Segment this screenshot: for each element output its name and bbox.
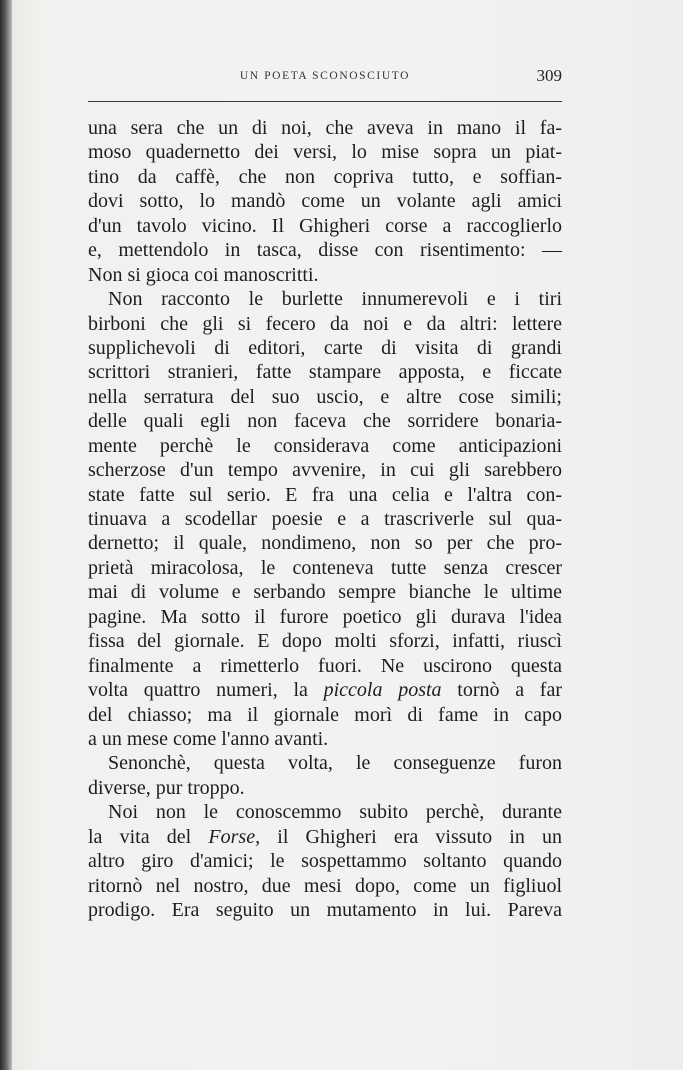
text-line: finalmente a rimetterlo fuori. Ne uscirono questa <box>88 654 562 677</box>
text-line: prodigo. Era seguito un mutamento in lui. Pareva <box>88 899 562 921</box>
text-segment: la vita del <box>88 825 209 848</box>
text-line: prietà miracolosa, le conteneva tutte senza crescer <box>88 556 562 579</box>
text-line: scherzose d'un tempo avvenire, in cui gli sarebbero <box>88 459 562 482</box>
text-line: nella serratura del suo uscio, e altre cose simili; <box>88 385 562 408</box>
text-line: mai di volume e serbando sempre bianche le ultime <box>88 581 562 604</box>
text-line: altro giro d'amici; le sospettammo soltanto quando <box>88 850 562 873</box>
italic-segment: piccola posta <box>323 679 442 702</box>
text-line: state fatte sul serio. E fra una celia e l'altra con- <box>88 483 562 506</box>
text-line: dernetto; il quale, nondimeno, non so per che pro- <box>88 532 562 555</box>
text-line: tino da caffè, che non copriva tutto, e soffian- <box>88 165 562 188</box>
text-line: diverse, pur troppo. <box>88 776 245 799</box>
text-line: del chiasso; ma il giornale morì di fame in capo <box>88 703 562 726</box>
text-segment: il Ghigheri era vissuto in un <box>260 825 563 848</box>
text-line: Non racconto le burlette innumerevoli e i tiri <box>108 288 562 311</box>
body-text <box>88 116 562 922</box>
text-line: una sera che un di noi, che aveva in mano il fa- <box>88 117 562 139</box>
running-title: UN POETA SCONOSCIUTO <box>239 70 411 82</box>
text-line: e, mettendolo in tasca, disse con risentimento: — <box>88 239 562 262</box>
text-line: fissa del giornale. E dopo molti sforzi, infatti, riuscì <box>88 630 562 653</box>
text-line: Non si gioca coi manoscritti. <box>88 263 319 286</box>
text-line: Senonchè, questa volta, le conseguenze furon <box>108 752 562 775</box>
text-line: supplichevoli di editori, carte di visita di grandi <box>88 336 562 359</box>
text-segment: volta quattro numeri, la <box>88 679 324 702</box>
text-line: delle quali egli non faceva che sorridere bonaria- <box>88 410 562 433</box>
text-line: tinuava a scodellar poesie e a trascriverle sul qua- <box>88 508 562 530</box>
text-line <box>88 825 562 849</box>
text-line: a un mese come l'anno avanti. <box>88 727 329 750</box>
text-line <box>88 678 562 702</box>
text-line: ritornò nel nostro, due mesi dopo, come un figliuol <box>88 874 562 897</box>
page-header <box>88 66 562 86</box>
text-line: scrittori stranieri, fatte stampare apposta, e ficcate <box>88 361 562 384</box>
header-rule <box>88 101 562 102</box>
text-line: d'un tavolo vicino. Il Ghigheri corse a raccoglierlo <box>88 214 562 237</box>
book-spine-shadow <box>0 0 12 1070</box>
text-segment: tornò a far <box>441 679 562 702</box>
italic-segment: Forse, <box>208 825 261 848</box>
text-line: mente perchè le considerava come anticipazioni <box>88 434 562 457</box>
text-line: pagine. Ma sotto il furore poetico gli durava l'idea <box>88 605 562 628</box>
text-line: moso quadernetto dei versi, lo mise sopra un piat- <box>88 141 562 164</box>
page-number: 309 <box>536 66 562 85</box>
text-line: birboni che gli si fecero da noi e da altri: lettere <box>88 312 562 335</box>
text-line: Noi non le conoscemmo subito perchè, durante <box>108 801 562 824</box>
text-line: dovi sotto, lo mandò come un volante agli amici <box>88 190 562 213</box>
